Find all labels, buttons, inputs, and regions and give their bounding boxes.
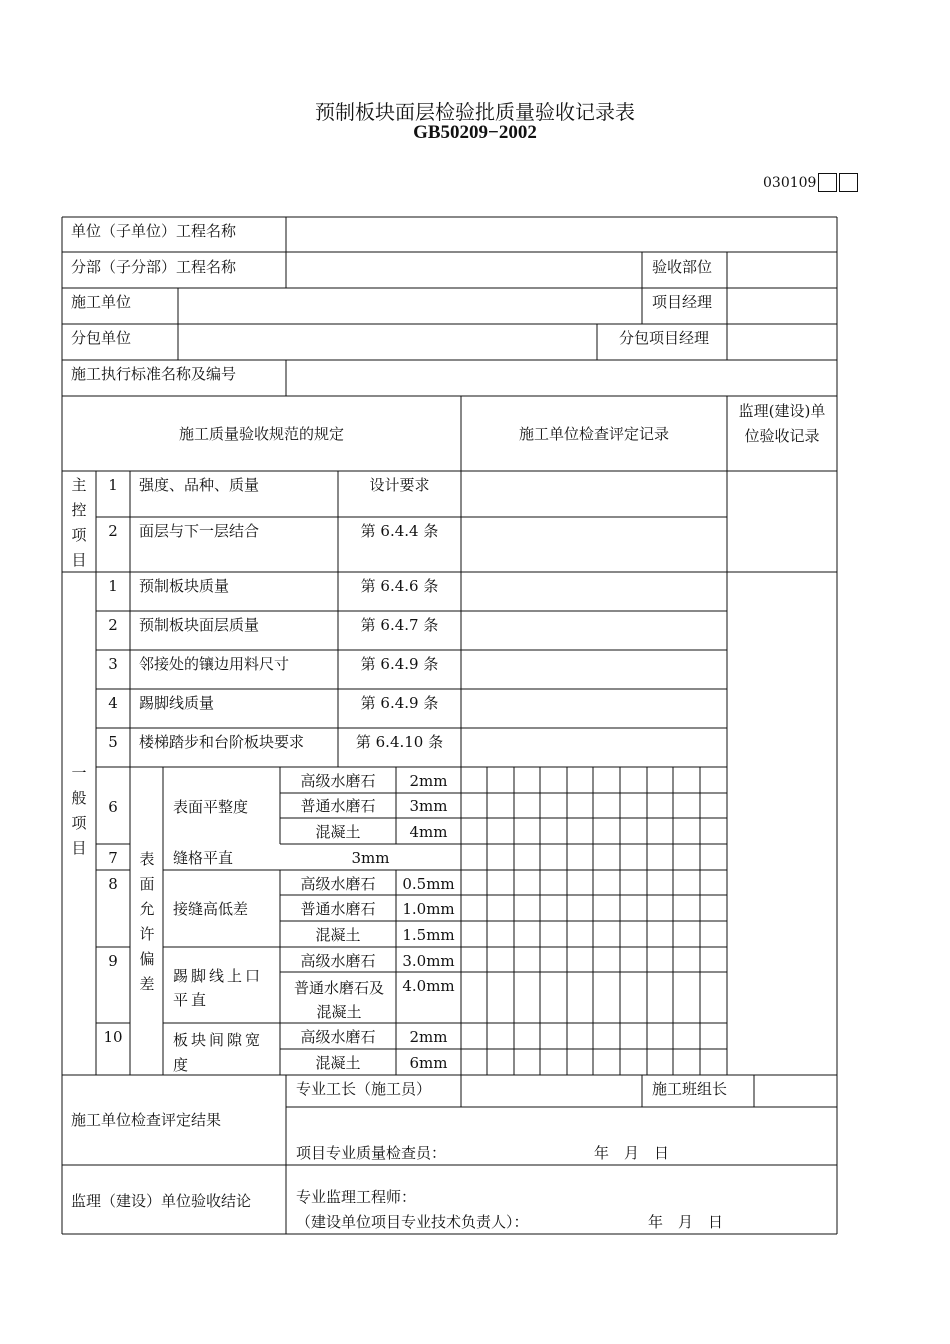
general-item-3-req: 第 6.4.9 条 [360, 655, 439, 673]
supervising-engineer-label: 专业监理工程师： [296, 1188, 417, 1206]
general-item-3-no: 3 [108, 655, 118, 673]
dev-10-no: 10 [103, 1028, 123, 1046]
general-item-2-no: 2 [108, 616, 118, 634]
main-item-1-req: 设计要求 [369, 476, 430, 494]
result-date: 年 月 日 [594, 1144, 670, 1162]
dev-8-no: 8 [108, 875, 118, 893]
result-label: 施工单位检查评定结果 [71, 1111, 222, 1129]
dev-6c-material: 混凝土 [315, 823, 361, 841]
dev-6c-value: 4mm [409, 823, 448, 841]
dev-7-name: 缝格平直 [173, 849, 234, 867]
dev-9-name: 踢脚线上口平直 [173, 967, 264, 1009]
conclusion-date: 年 月 日 [648, 1213, 724, 1231]
general-item-1-no: 1 [108, 577, 118, 595]
dev-6-no: 6 [108, 798, 118, 816]
dev-10b-material: 混凝土 [315, 1054, 361, 1072]
general-item-3-name: 邻接处的镶边用料尺寸 [139, 655, 290, 673]
general-item-4-no: 4 [108, 694, 118, 712]
sub-project-manager-label: 分包项目经理 [619, 329, 710, 347]
general-item-4-name: 踢脚线质量 [139, 694, 215, 712]
supervisor-record-column-header: 监理(建设)单位验收记录 [738, 402, 826, 445]
dev-10a-material: 高级水磨石 [300, 1028, 376, 1046]
dev-6a-material: 高级水磨石 [300, 772, 376, 790]
dev-8c-value: 1.5mm [402, 926, 455, 944]
project-name-label: 单位（子单位）工程名称 [71, 222, 237, 240]
dev-10-name: 板块间隙宽度 [173, 1031, 264, 1074]
dev-8a-material: 高级水磨石 [300, 875, 376, 893]
owner-rep-label: （建设单位项目专业技术负责人）： [296, 1213, 529, 1231]
dev-10b-value: 6mm [409, 1054, 448, 1072]
general-group-label: 一般项目 [71, 764, 87, 857]
main-item-2-name: 面层与下一层结合 [139, 522, 260, 540]
contractor-label: 施工单位 [71, 293, 132, 311]
main-item-1-no: 1 [108, 476, 118, 494]
general-item-5-no: 5 [108, 733, 118, 751]
dev-7-value: 3mm [351, 849, 390, 867]
team-leader-label: 施工班组长 [652, 1080, 728, 1098]
acceptance-part-label: 验收部位 [652, 258, 713, 276]
execution-standard-label: 施工执行标准名称及编号 [71, 365, 237, 383]
main-item-2-req: 第 6.4.4 条 [360, 522, 439, 540]
general-item-1-name: 预制板块质量 [139, 577, 230, 595]
spec-column-header: 施工质量验收规范的规定 [178, 425, 344, 443]
dev-7-no: 7 [108, 849, 118, 867]
general-item-1-req: 第 6.4.6 条 [360, 577, 439, 595]
contractor-record-column-header: 施工单位检查评定记录 [518, 425, 669, 443]
dev-9-no: 9 [108, 952, 118, 970]
subcontractor-label: 分包单位 [71, 329, 132, 347]
dev-8b-material: 普通水磨石 [300, 900, 376, 918]
dev-8b-value: 1.0mm [402, 900, 455, 918]
main-item-1-name: 强度、品种、质量 [139, 476, 260, 494]
standard-code: GB50209−2002 [413, 122, 537, 143]
deviation-group-label: 表面允许偏差 [139, 850, 155, 993]
inspector-label: 项目专业质量检查员： [296, 1144, 447, 1162]
main-control-group-label: 主控项目 [71, 476, 87, 569]
general-item-4-req: 第 6.4.9 条 [360, 694, 439, 712]
main-item-2-no: 2 [108, 522, 118, 540]
conclusion-label: 监理（建设）单位验收结论 [71, 1192, 252, 1210]
dev-6b-value: 3mm [409, 797, 448, 815]
dev-9b-value: 4.0mm [402, 977, 455, 995]
project-manager-label: 项目经理 [652, 293, 713, 311]
dev-10a-value: 2mm [409, 1028, 448, 1046]
general-item-2-req: 第 6.4.7 条 [360, 616, 439, 634]
dev-9a-material: 高级水磨石 [300, 952, 376, 970]
form-number-text: 030109 [763, 174, 817, 191]
general-item-5-name: 楼梯踏步和台阶板块要求 [139, 733, 305, 751]
dev-8a-value: 0.5mm [402, 875, 455, 893]
dev-6-name: 表面平整度 [173, 798, 249, 816]
dev-6a-value: 2mm [409, 772, 448, 790]
dev-6b-material: 普通水磨石 [300, 797, 376, 815]
general-item-5-req: 第 6.4.10 条 [355, 733, 444, 751]
dev-8-name: 接缝高低差 [173, 900, 249, 918]
form-title: 预制板块面层检验批质量验收记录表 [315, 100, 635, 124]
dev-8c-material: 混凝土 [315, 926, 361, 944]
foreman-label: 专业工长（施工员） [296, 1080, 432, 1098]
general-item-2-name: 预制板块面层质量 [139, 616, 260, 634]
dev-9b-material: 普通水磨石及混凝土 [294, 979, 385, 1021]
dev-9a-value: 3.0mm [402, 952, 455, 970]
division-label: 分部（子分部）工程名称 [71, 258, 237, 276]
